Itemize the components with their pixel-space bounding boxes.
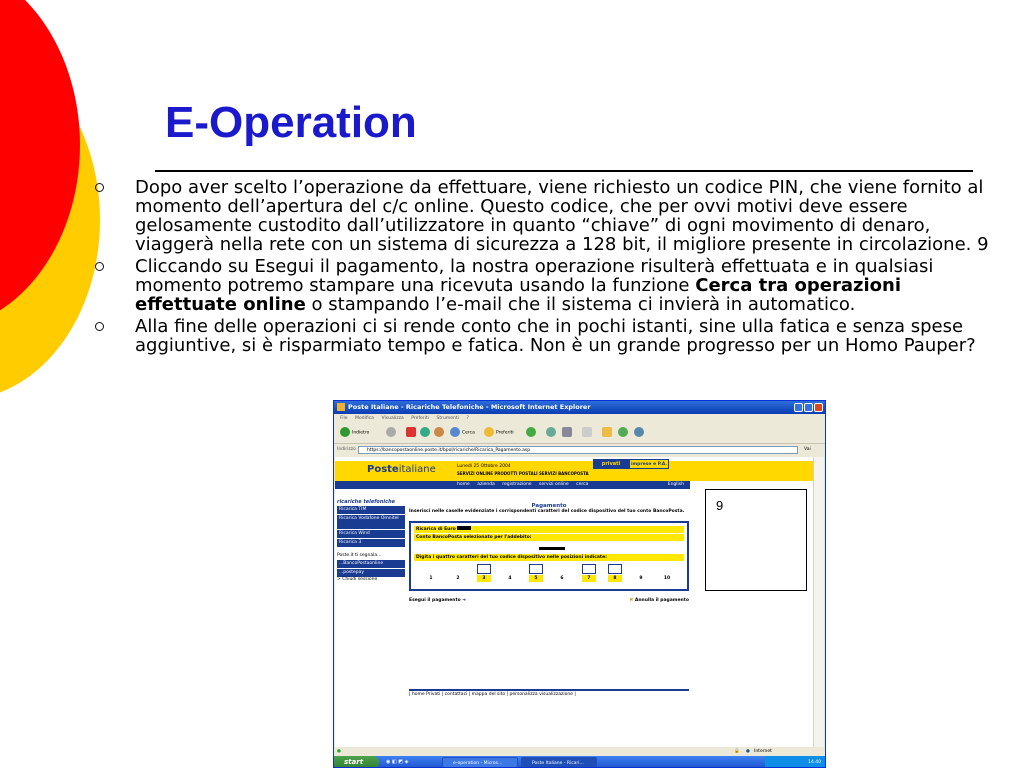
sidebar-link-postepay[interactable]: ...postepay [337, 569, 405, 577]
bullet-text: Cliccando su Esegui il pagamento, la nostra operazione risulterà effettuata e in qualsiasi momento potremo stampare una ricevuta usando la funzione [135, 256, 934, 296]
back-arrow-icon [340, 427, 350, 437]
pin-position: 4 [508, 575, 512, 581]
bullet-item [88, 178, 993, 254]
edit-icon [582, 427, 592, 437]
logo-bold: Poste [367, 464, 399, 475]
menu-modifica[interactable]: Modifica [355, 416, 374, 421]
payment-panel [409, 503, 689, 605]
sidebar-heading: ricariche telefoniche [337, 499, 396, 505]
maximize-button[interactable] [804, 403, 813, 412]
bullet-text: Alla fine delle operazioni ci si rende conto che in pochi istanti, sine ulla fatica e senza spese aggiuntive, si è risparmiato tempo e fatica. Non è un grande progresso per un Homo Pauper? [135, 316, 976, 356]
pin-position: 7 [582, 575, 596, 582]
payment-instructions: Inserisci nelle caselle evidenziate i corrispondenti caratteri del codice dispositivo del tuo conto BancoPosta. [409, 509, 685, 514]
pin-position: 10 [663, 575, 671, 581]
page-done-icon: ● [337, 749, 341, 754]
search-label: Cerca [462, 430, 475, 436]
address-input[interactable]: https://bancopostaonline.poste.it/bpol/ricariche/Ricarica_Pagamento.asp [358, 446, 798, 454]
refresh-icon [420, 427, 430, 437]
row-ricarica [414, 526, 684, 533]
sidebar-segnala: Poste.it ti segnala... [337, 553, 382, 558]
menu-help[interactable]: ? [466, 416, 469, 421]
pin-input-5[interactable] [529, 564, 543, 574]
nav-home[interactable]: home [457, 482, 470, 487]
browser-titlebar [334, 401, 825, 414]
history-icon [526, 427, 536, 437]
pin-input-7[interactable] [582, 564, 596, 574]
refresh-button[interactable] [420, 427, 432, 438]
logo-thin: italiane [398, 464, 436, 475]
favorites-button[interactable] [484, 427, 514, 438]
mail-button[interactable] [546, 427, 558, 438]
nav-azienda[interactable]: azienda [477, 482, 495, 487]
taskbar-item-eoperation[interactable]: e-operation - Micros... [442, 757, 518, 768]
folder-icon [602, 427, 612, 437]
bullet-circle-icon [95, 183, 104, 192]
arrow-right-icon: ➜ [462, 597, 467, 603]
pin-input-8[interactable] [608, 564, 622, 574]
menu-file[interactable]: File [340, 416, 348, 421]
minimize-button[interactable] [794, 403, 803, 412]
stop-button[interactable] [406, 427, 418, 438]
site-date: Lunedì 25 Ottobre 2004 [457, 464, 511, 469]
close-button[interactable] [814, 403, 823, 412]
execute-label: Esegui il pagamento [409, 597, 461, 603]
browser-statusbar [334, 747, 825, 756]
title-underline [155, 170, 973, 172]
menu-visualizza[interactable]: Visualizza [381, 416, 404, 421]
site-services[interactable]: SERVIZI ONLINE PRODOTTI POSTALI SERVIZI BANCOPOSTA [457, 471, 589, 476]
execute-payment-button[interactable] [409, 598, 466, 603]
cancel-x-icon: ✖ [629, 597, 634, 603]
site-logo[interactable] [367, 464, 436, 475]
site-nav [335, 481, 690, 489]
menu-strumenti[interactable]: Strumenti [436, 416, 459, 421]
stop-icon [406, 427, 416, 437]
pin-position: 3 [477, 575, 491, 582]
amount-redacted [457, 526, 471, 530]
forward-arrow-icon [386, 427, 396, 437]
print-button[interactable] [562, 427, 574, 438]
cancel-payment-button[interactable] [630, 597, 690, 605]
history-button[interactable] [526, 427, 538, 438]
bullet-circle-icon [95, 262, 104, 271]
cancel-label: Annulla il pagamento [634, 597, 689, 603]
research-button[interactable] [634, 427, 646, 438]
site-header [335, 461, 815, 481]
tab-privati[interactable]: privati [593, 459, 629, 469]
ie-icon [337, 403, 345, 411]
browser-toolbar [334, 423, 825, 444]
pin-position: 2 [456, 575, 460, 581]
print-icon [562, 427, 572, 437]
system-tray [765, 756, 825, 768]
bullet-text: o stampando l’e-mail che il sistema ci invierà in automatico. [305, 294, 856, 315]
reference-box [705, 489, 807, 591]
logout-link[interactable]: > Chiudi sessione [337, 577, 378, 582]
address-label: Indirizzo [337, 447, 356, 452]
vertical-scrollbar[interactable] [813, 457, 824, 747]
nav-registrazione[interactable]: registrazione [502, 482, 532, 487]
messenger-button[interactable] [618, 427, 630, 438]
home-button[interactable] [434, 427, 446, 438]
pin-position: 9 [639, 575, 643, 581]
address-bar [334, 444, 825, 456]
site-sidebar [337, 499, 405, 583]
go-button[interactable]: Vai [804, 447, 811, 452]
sidebar-link-bancoposta[interactable]: ...BancoPostaonline [337, 560, 405, 568]
row-digita: Digita i quattro caratteri del tuo codice dispositivo nelle posizioni indicate: [414, 554, 684, 561]
bullet-text: Dopo aver scelto l’operazione da effettuare, viene richiesto un codice PIN, che viene fornito al momento dell’apertura del c/c online. Questo codice, che per ovvi motivi deve essere gelosamente custodito dall’utilizzatore in quanto “chiave” di ogni movimento di denaro, viaggerà nella rete con un sistema di sicurezza a 128 bit, il migliore presente in circolazione. 9 [135, 177, 989, 255]
zone-label: Internet [754, 749, 772, 754]
bullet-item [88, 317, 993, 355]
back-button[interactable] [340, 427, 369, 438]
tab-imprese[interactable]: imprese e P.A. [629, 459, 669, 469]
browser-menubar [334, 414, 825, 423]
edit-button[interactable] [582, 427, 594, 438]
nav-cerca[interactable]: cerca [576, 482, 589, 487]
sidebar-item-tim[interactable]: Ricarica TIM [337, 506, 405, 514]
globe-icon: ● [746, 749, 750, 754]
folder-button[interactable] [602, 427, 614, 438]
menu-preferiti[interactable]: Preferiti [411, 416, 429, 421]
pin-row [414, 562, 684, 584]
home-icon [434, 427, 444, 437]
pin-position: 5 [529, 575, 543, 582]
quicklaunch-icons[interactable]: ◉ ◧ ◩ ◈ [386, 759, 409, 765]
search-button[interactable] [450, 427, 475, 438]
bullet-list [88, 178, 993, 358]
pin-position: 8 [608, 575, 622, 582]
browser-title: Poste Italiane - Ricariche Telefoniche - Microsoft Internet Explorer [348, 403, 591, 411]
conto-redacted [539, 547, 565, 550]
start-button[interactable]: start [334, 756, 379, 768]
forward-button[interactable] [386, 427, 398, 438]
nav-english[interactable]: English [667, 482, 684, 487]
favorites-label: Preferiti [496, 430, 514, 436]
payment-form [409, 521, 689, 591]
research-icon [634, 427, 644, 437]
lock-icon: 🔒 [734, 749, 740, 754]
messenger-icon [618, 427, 628, 437]
nav-servizi-online[interactable]: servizi online [539, 482, 569, 487]
conto-value [414, 542, 684, 554]
bullet-bold-text: Cerca tra operazioni effettuate online [135, 275, 901, 315]
sidebar-item-3[interactable]: Ricarica 3 [337, 539, 405, 547]
sidebar-item-wind[interactable]: Ricarica Wind [337, 530, 405, 538]
site-footer[interactable]: | home Privati | contattaci | mappa del sito | personalizza visualizzazione | [409, 689, 689, 699]
pin-position: 1 [429, 575, 433, 581]
row-ricarica-label: Ricarica di Euro [416, 526, 456, 532]
search-icon [450, 427, 460, 437]
taskbar-item-poste[interactable]: Poste Italiane - Ricari... [521, 757, 597, 768]
sidebar-item-vodafone[interactable]: Ricarica Vodafone Omnitel [337, 515, 405, 529]
bullet-circle-icon [95, 322, 104, 331]
windows-taskbar [334, 756, 825, 768]
tray-clock: 14.40 [808, 760, 821, 765]
back-label: Indietro [352, 430, 370, 436]
mail-icon [546, 427, 556, 437]
reference-number: 9 [716, 498, 724, 513]
row-conto: Conto BancoPosta selezionato per l'addebito: [414, 534, 684, 541]
slide-title: E-Operation [165, 98, 417, 147]
star-icon [484, 427, 494, 437]
pin-input-3[interactable] [477, 564, 491, 574]
payment-actions [409, 597, 689, 605]
payment-title: Pagamento [531, 503, 567, 509]
pin-position: 6 [560, 575, 564, 581]
bullet-item [88, 257, 993, 314]
